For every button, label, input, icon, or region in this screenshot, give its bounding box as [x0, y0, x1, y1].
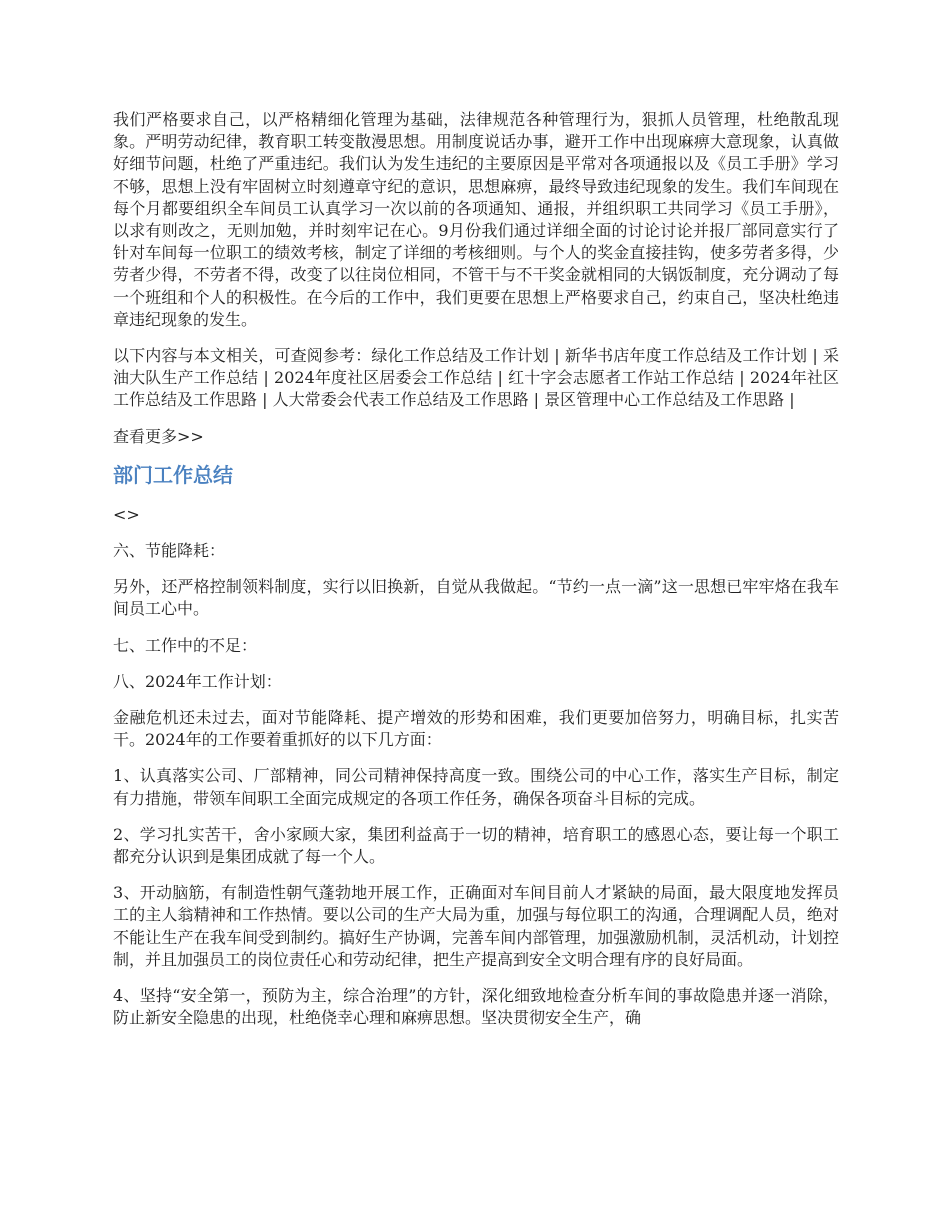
link-separator: | — [807, 346, 823, 366]
nav-marker[interactable]: <> — [113, 504, 140, 524]
section-paragraph: 1、认真落实公司、厂部精神，同公司精神保持高度一致。围绕公司的中心工作，落实生产目标，制定有力措施，带领车间职工全面完成规定的各项工作任务，确保各项奋斗目标的完成。 — [113, 766, 839, 808]
related-link[interactable]: 2024年社区工作总结及工作思路 — [113, 368, 839, 410]
related-links-paragraph — [113, 345, 839, 412]
link-separator: | — [784, 390, 795, 410]
related-link[interactable]: 景区管理中心工作总结及工作思路 — [544, 390, 785, 410]
related-link[interactable]: 红十字会志愿者工作站工作总结 — [508, 368, 735, 388]
section-paragraph: 金融危机还未过去，面对节能降耗、提产增效的形势和困难，我们更要加倍努力，明确目标，扎实苦干。2024年的工作要着重抓好的以下几方面： — [113, 708, 839, 750]
related-link[interactable]: 绿化工作总结及工作计划 — [371, 346, 550, 366]
section-title: 部门工作总结 — [113, 462, 233, 487]
section-paragraph: 2、学习扎实苦干，舍小家顾大家，集团利益高于一切的精神，培育职工的感恩心态，要让每一个职工都充分认识到是集团成就了每一个人。 — [113, 824, 839, 867]
section-paragraph: 3、开动脑筋，有制造性朝气蓬勃地开展工作，正确面对车间目前人才紧缺的局面，最大限度地发挥员工的主人翁精神和工作热情。要以公司的生产大局为重，加强与每位职工的沟通，合理调配人员，绝对不能让生产在我车间受到制约。搞好生产协调，完善车间内部管理，加强激励机制，灵活机动，计划控制，并且加强员工的岗位责任心和劳动纪律，把生产提高到安全文明合理有序的良好局面。 — [113, 883, 839, 969]
view-more-link[interactable]: 查看更多>> — [113, 426, 204, 446]
section-paragraph: 4、坚持“安全第一，预防为主，综合治理”的方针，深化细致地检查分析车间的事故隐患并逐一消除，防止新安全隐患的出现，杜绝侥幸心理和麻痹思想。坚决贯彻安全生产，确 — [113, 986, 839, 1028]
related-prefix: 以下内容与本文相关，可查阅参考： — [113, 346, 372, 366]
related-link[interactable]: 人大常委会代表工作总结及工作思路 — [272, 390, 529, 410]
section-paragraph: 七、工作中的不足： — [113, 635, 258, 655]
link-separator: | — [257, 390, 273, 410]
related-link[interactable]: 2024年度社区居委会工作总结 — [274, 368, 493, 388]
section-paragraph: 八、2024年工作计划： — [113, 671, 282, 691]
related-link[interactable]: 新华书店年度工作总结及工作计划 — [564, 346, 808, 366]
link-separator: | — [528, 390, 545, 410]
section-paragraph: 六、节能降耗： — [113, 541, 226, 561]
link-separator: | — [492, 368, 509, 388]
link-separator: | — [549, 346, 565, 366]
section-paragraph: 另外，还严格控制领料制度，实行以旧换新，自觉从我做起。“节约一点一滴”这一思想已牢牢烙在我车间员工心中。 — [113, 577, 839, 619]
link-separator: | — [734, 368, 750, 388]
related-link[interactable]: 采油大队生产工作总结 — [113, 346, 839, 388]
intro-paragraph: 我们严格要求自己，以严格精细化管理为基础，法律规范各种管理行为，狠抓人员管理，杜绝散乱现象。严明劳动纪律，教育职工转变散漫思想。用制度说话办事，避开工作中出现麻痹大意现象，认真做好细节问题，杜绝了严重违纪。我们认为发生违纪的主要原因是平常对各项通报以及《员工手册》学习不够，思想上没有牢固树立时刻遵章守纪的意识，思想麻痹，最终导致违纪现象的发生。我们车间现在每个月都要组织全车间员工认真学习一次以前的各项通知、通报，并组织职工共同学习《员工手册》，以求有则改之，无则加勉，并时刻牢记在心。9月份我们通过详细全面的讨论讨论并报厂部同意实行了针对车间每一位职工的绩效考核，制定了详细的考核细则。与个人的奖金直接挂钩，使多劳者多得，少劳者少得，不劳者不得，改变了以往岗位相同，不管干与不干奖金就相同的大锅饭制度，充分调动了每一个班组和个人的积极性。在今后的工作中，我们更要在思想上严格要求自己，约束自己，坚决杜绝违章违纪现象的发生。 — [113, 110, 839, 329]
link-separator: | — [258, 368, 275, 388]
document-body — [113, 109, 839, 1044]
